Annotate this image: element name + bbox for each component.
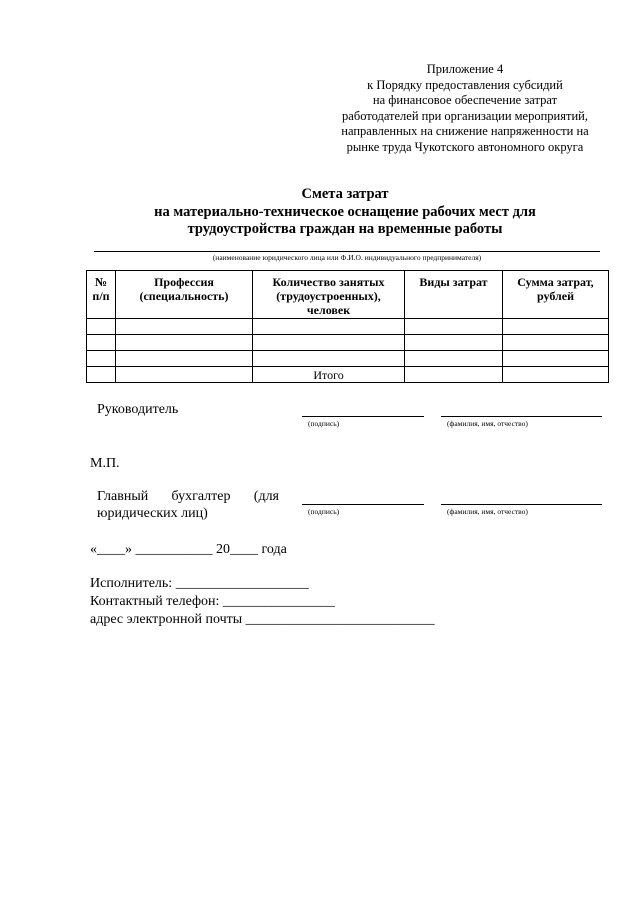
appendix-line: Приложение 4: [426, 62, 504, 76]
title-line: Смета затрат: [301, 186, 389, 202]
total-label: Итого: [253, 367, 405, 383]
stamp-label: М.П.: [90, 456, 120, 471]
table-row: [87, 319, 609, 335]
title-line: трудоустройства граждан на временные работы: [187, 221, 503, 237]
head-name-line[interactable]: [441, 416, 602, 417]
signature-caption: (подпись): [308, 507, 340, 516]
appendix-line: к Порядку предоставления субсидий: [367, 77, 563, 92]
header-profession: Профессия (специальность): [116, 271, 253, 319]
document-title: [110, 186, 580, 239]
title-line: на материально-техническое оснащение рабочих мест для: [154, 203, 536, 220]
appendix-line: работодателей при организации мероприятий,: [342, 108, 588, 123]
header-number: № п/п: [87, 271, 116, 319]
accountant-label: Главный бухгалтер (для юридических лиц): [97, 489, 279, 521]
signature-caption: (подпись): [308, 419, 340, 428]
table-row: [87, 351, 609, 367]
appendix-line: на финансовое обеспечение затрат: [372, 93, 558, 107]
head-label: Руководитель: [97, 402, 179, 417]
appendix-line: рынке труда Чукотского автономного округа: [346, 139, 584, 154]
date-line[interactable]: «____» ___________ 20____ года: [90, 542, 287, 557]
accountant-name-line[interactable]: [441, 504, 602, 505]
cost-estimate-table: [86, 270, 609, 383]
name-caption: (фамилия, имя, отчество): [447, 419, 528, 428]
executor-field[interactable]: Исполнитель: ___________________: [90, 576, 309, 591]
appendix-header: [330, 62, 600, 155]
head-signature-line[interactable]: [302, 416, 424, 417]
header-cost-sum: Сумма затрат, рублей: [503, 271, 609, 319]
table-row: [87, 335, 609, 351]
table-total-row: [87, 367, 609, 383]
header-employed-count: Количество занятых (трудоустроенных), человек: [253, 271, 405, 319]
phone-field[interactable]: Контактный телефон: ________________: [90, 594, 335, 609]
organization-name-caption: (наименование юридического лица или Ф.И.О. индивидуального предпринимателя): [212, 253, 482, 262]
header-cost-types: Виды затрат: [405, 271, 503, 319]
organization-name-line: [94, 251, 600, 252]
accountant-signature-line[interactable]: [302, 504, 424, 505]
appendix-line: направленных на снижение напряженности на: [341, 124, 589, 138]
email-field[interactable]: адрес электронной почты ___________________________: [90, 612, 435, 627]
name-caption: (фамилия, имя, отчество): [447, 507, 528, 516]
table-header-row: [87, 271, 609, 319]
